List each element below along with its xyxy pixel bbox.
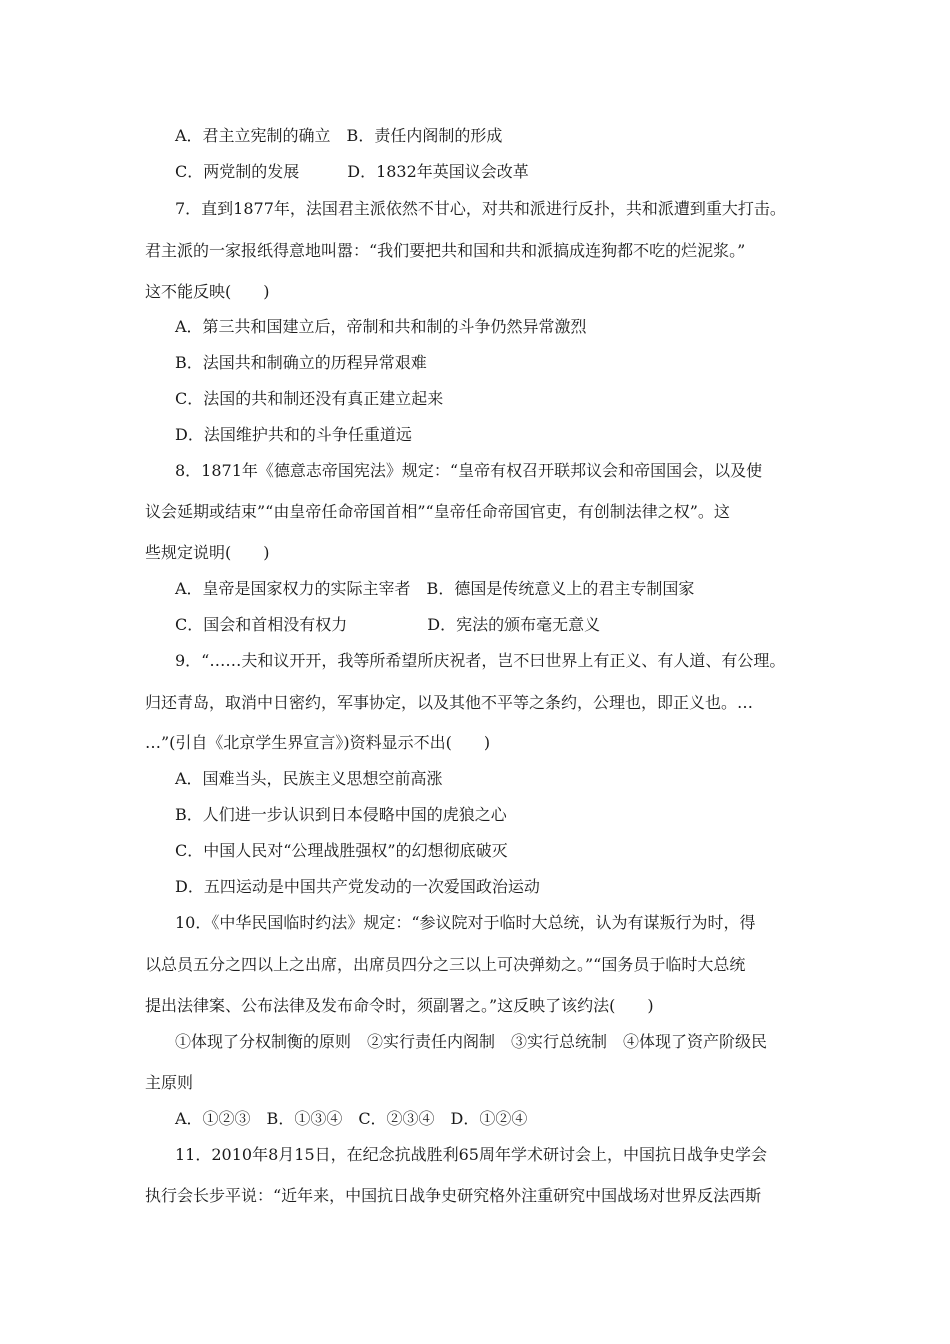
q7-option-d: D．法国维护共和的斗争任重道远 <box>175 425 412 444</box>
q7-stem-line1: 7．直到1877年，法国君主派依然不甘心，对共和派进行反扑，共和派遭到重大打击。 <box>175 199 786 218</box>
q9-option-b: B．人们进一步认识到日本侵略中国的虎狼之心 <box>175 805 507 824</box>
q10-statements-2: 主原则 <box>145 1073 194 1092</box>
q7-option-b: B．法国共和制确立的历程异常艰难 <box>175 353 427 372</box>
q10-options: A．①②③ B．①③④ C．②③④ D．①②④ <box>175 1109 528 1128</box>
q8-stem-line2: 议会延期或结束”“由皇帝任命帝国首相”“皇帝任命帝国官吏，有创制法律之权”。这 <box>145 502 730 521</box>
q10-stem-line3: 提出法律案、公布法律及发布命令时，须副署之。”这反映了该约法( ) <box>145 996 654 1015</box>
q8-options-cd: C．国会和首相没有权力 D．宪法的颁布毫无意义 <box>175 615 601 634</box>
q10-stem-line2: 以总员五分之四以上之出席，出席员四分之三以上可决弹劾之。”“国务员于临时大总统 <box>145 955 746 974</box>
q9-stem-line2: 归还青岛，取消中日密约，军事协定，以及其他不平等之条约，公理也，即正义也。… <box>145 693 754 712</box>
q9-stem-line3: …”(引自《北京学生界宣言》)资料显示不出( ) <box>145 733 491 752</box>
q8-options-ab: A．皇帝是国家权力的实际主宰者 B．德国是传统意义上的君主专制国家 <box>175 579 695 598</box>
q9-option-d: D．五四运动是中国共产党发动的一次爱国政治运动 <box>175 877 540 896</box>
q6-options-cd: C．两党制的发展 D．1832年英国议会改革 <box>175 162 529 181</box>
q10-statements-1: ①体现了分权制衡的原则 ②实行责任内阁制 ③实行总统制 ④体现了资产阶级民 <box>175 1032 768 1051</box>
q7-option-c: C．法国的共和制还没有真正建立起来 <box>175 389 444 408</box>
q11-stem-line1: 11．2010年8月15日，在纪念抗战胜利65周年学术研讨会上，中国抗日战争史学会 <box>175 1145 767 1164</box>
q11-stem-line2: 执行会长步平说：“近年来，中国抗日战争史研究格外注重研究中国战场对世界反法西斯 <box>145 1186 762 1205</box>
q9-option-a: A．国难当头，民族主义思想空前高涨 <box>175 769 443 788</box>
q9-stem-line1: 9．“……夫和议开开，我等所希望所庆祝者，岂不曰世界上有正义、有人道、有公理。 <box>175 651 786 670</box>
q7-option-a: A．第三共和国建立后，帝制和共和制的斗争仍然异常激烈 <box>175 317 587 336</box>
q8-stem-line1: 8．1871年《德意志帝国宪法》规定：“皇帝有权召开联邦议会和帝国国会，以及使 <box>175 461 763 480</box>
q7-stem-line3: 这不能反映( ) <box>145 282 270 301</box>
q6-options-ab: A．君主立宪制的确立 B．责任内阁制的形成 <box>175 126 503 145</box>
q10-stem-line1: 10．《中华民国临时约法》规定：“参议院对于临时大总统，认为有谋叛行为时，得 <box>175 913 756 932</box>
q8-stem-line3: 些规定说明( ) <box>145 543 270 562</box>
q9-option-c: C．中国人民对“公理战胜强权”的幻想彻底破灭 <box>175 841 508 860</box>
q7-stem-line2: 君主派的一家报纸得意地叫嚣：“我们要把共和国和共和派搞成连狗都不吃的烂泥浆。” <box>145 241 746 260</box>
